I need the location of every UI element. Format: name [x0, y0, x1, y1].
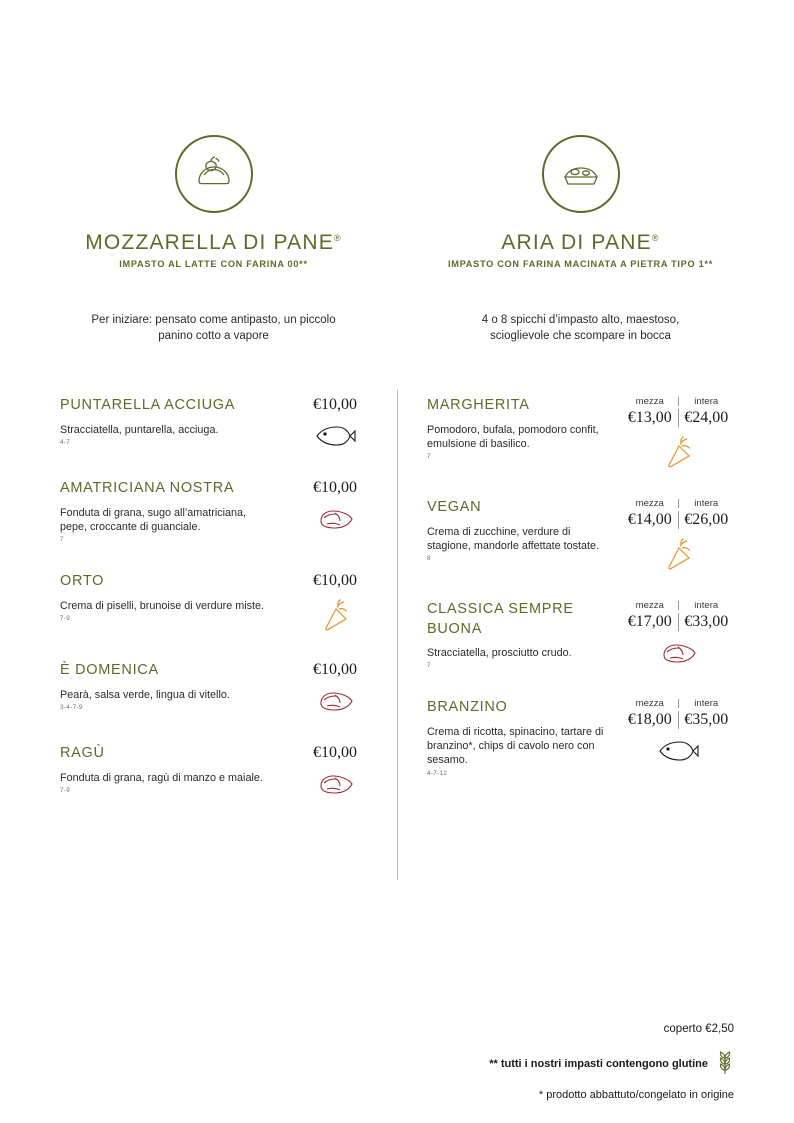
fish-icon: [313, 422, 357, 450]
section-mozzarella-di-pane: [0, 135, 397, 827]
price-headers: [622, 498, 734, 509]
menu-item[interactable]: [60, 396, 367, 450]
menu-item-allergens: 4-7: [60, 438, 71, 446]
menu-item-allergens: 8: [427, 555, 431, 563]
glutine-text: ** tutti i nostri impasti contengono glutine: [489, 1057, 708, 1070]
menu-item-main: [60, 572, 303, 622]
menu-item-description: Crema di zucchine, verdure di stagione, mandorle affettate tostate.: [427, 525, 600, 552]
menu-item-name: VEGAN: [427, 499, 482, 516]
menu-item-side: [303, 744, 367, 798]
menu-item-price: €10,00: [313, 744, 357, 762]
menu-item-main: [60, 661, 303, 711]
menu-item-icon-wrap: [622, 435, 734, 469]
section-description: Per iniziare: pensato come antipasto, un piccolo panino cotto a vapore: [91, 314, 336, 342]
price-header-half: mezza: [635, 498, 664, 510]
section-aria-di-pane: [397, 135, 794, 827]
price-header-half: mezza: [635, 396, 664, 408]
carrot-icon: [663, 537, 693, 571]
coperto-note: coperto €2,50: [663, 1023, 734, 1035]
menu-item-allergens: 7: [427, 662, 431, 670]
menu-columns: [0, 135, 794, 827]
menu-item-side: [303, 572, 367, 632]
menu-item-prices: [622, 511, 734, 529]
menu-item-price-full: €33,00: [684, 613, 729, 631]
menu-item[interactable]: [427, 698, 734, 776]
menu-item-icon-wrap: [303, 770, 367, 798]
registered-mark: ®: [333, 233, 342, 243]
menu-item-icon-wrap: [303, 422, 367, 450]
section-description: 4 o 8 spicchi d’impasto alto, maestoso, scioglievole che scompare in bocca: [481, 314, 680, 342]
menu-item-price: €10,00: [313, 572, 357, 590]
menu-item-icon-wrap: [303, 687, 367, 715]
pork-icon: [315, 687, 355, 715]
menu-item-allergens: 7-9: [60, 614, 71, 622]
menu-item[interactable]: [60, 744, 367, 798]
menu-item-description: Stracciatella, prosciutto crudo.: [427, 647, 572, 660]
menu-item-price-full: €35,00: [684, 711, 729, 729]
menu-item[interactable]: [427, 498, 734, 571]
menu-item-description: Crema di piselli, brunoise di verdure miste.: [60, 599, 265, 612]
menu-item-price-half: €13,00: [627, 409, 672, 427]
section-title-text: ARIA DI PANE: [501, 231, 652, 254]
menu-item-description: Pomodoro, bufala, pomodoro confit, emulsione di basilico.: [427, 423, 599, 450]
menu-item-allergens: 7: [427, 453, 431, 461]
price-header-full: intera: [694, 600, 719, 612]
menu-item-side: [303, 479, 367, 533]
price-header-full: intera: [694, 698, 719, 710]
menu-item[interactable]: [427, 600, 734, 669]
menu-item-description: Pearà, salsa verde, lingua di vitello.: [60, 688, 230, 701]
menu-item-icon-wrap: [303, 598, 367, 632]
section-emblem-wrap: [60, 135, 367, 213]
menu-item-prices: [622, 613, 734, 631]
menu-item-main: [427, 600, 622, 669]
carrot-icon: [663, 435, 693, 469]
carrot-icon: [320, 598, 350, 632]
menu-items-left: [60, 396, 367, 798]
menu-item-side: [622, 698, 734, 765]
price-header-full: intera: [694, 498, 719, 510]
menu-item-prices: [622, 711, 734, 729]
menu-item-price-full: €24,00: [684, 409, 729, 427]
menu-item-main: [60, 396, 303, 446]
menu-item-price-half: €14,00: [627, 511, 672, 529]
price-headers: [622, 698, 734, 709]
footer: [489, 1023, 734, 1101]
menu-item-description: Crema di ricotta, spinacino, tartare di branzino*, chips di cavolo nero con sesamo.: [427, 725, 604, 767]
menu-item-icon-wrap: [622, 537, 734, 571]
price-header-full: intera: [694, 396, 719, 408]
menu-item-price: €10,00: [313, 661, 357, 679]
menu-item-allergens: 7-9: [60, 786, 71, 794]
section-subtitle: IMPASTO AL LATTE CON FARINA 00**: [119, 259, 308, 269]
registered-mark: ®: [651, 233, 660, 243]
menu-item-side: [622, 600, 734, 667]
menu-item-prices: [622, 409, 734, 427]
section-title-text: MOZZARELLA DI PANE: [85, 231, 334, 254]
menu-item-name: È DOMENICA: [60, 662, 159, 679]
menu-item-side: [303, 661, 367, 715]
pork-icon: [658, 639, 698, 667]
menu-item-main: [427, 698, 622, 776]
menu-item-icon-wrap: [622, 737, 734, 765]
menu-item-description: Stracciatella, puntarella, acciuga.: [60, 423, 219, 436]
glutine-note: [489, 1049, 734, 1078]
pork-icon: [315, 505, 355, 533]
menu-item-price: €10,00: [313, 396, 357, 414]
menu-item-name: ORTO: [60, 573, 105, 590]
abbattuto-note: * prodotto abbattuto/congelato in origine: [538, 1089, 734, 1101]
menu-item-name: CLASSICA SEMPRE BUONA: [427, 601, 574, 637]
menu-item[interactable]: [60, 661, 367, 715]
menu-item-allergens: 4-7-12: [427, 769, 448, 777]
wheat-icon: [716, 1049, 734, 1078]
section-title: [60, 231, 367, 255]
section-subtitle: IMPASTO CON FARINA MACINATA A PIETRA TIPO 1**: [448, 259, 713, 269]
menu-item-icon-wrap: [622, 639, 734, 667]
menu-item-allergens: 3-4-7-9: [60, 703, 83, 711]
menu-item-main: [60, 744, 303, 794]
menu-item-side: [303, 396, 367, 450]
menu-item-description: Fonduta di grana, sugo all’amatriciana, pepe, croccante di guanciale.: [60, 506, 247, 533]
menu-item[interactable]: [427, 396, 734, 469]
menu-item-main: [427, 396, 622, 460]
menu-item[interactable]: [60, 572, 367, 632]
menu-item-price-half: €18,00: [627, 711, 672, 729]
menu-item-side: [622, 396, 734, 469]
menu-item-name: RAGÙ: [60, 745, 105, 762]
menu-item-name: MARGHERITA: [427, 397, 530, 414]
menu-item-name: BRANZINO: [427, 699, 508, 716]
section-emblem-wrap: [427, 135, 734, 213]
menu-item-main: [60, 479, 303, 543]
menu-item-main: [427, 498, 622, 562]
menu-item-name: PUNTARELLA ACCIUGA: [60, 397, 236, 414]
price-header-half: mezza: [635, 600, 664, 612]
bread-slice-icon: [542, 135, 620, 213]
section-title: [427, 231, 734, 255]
mozzarella-bun-icon: [175, 135, 253, 213]
menu-item-description: Fonduta di grana, ragù di manzo e maiale.: [60, 771, 263, 784]
menu-item-price: €10,00: [313, 479, 357, 497]
price-headers: [622, 396, 734, 407]
menu-items-right: [427, 396, 734, 777]
menu-item-name: AMATRICIANA NOSTRA: [60, 480, 235, 497]
price-headers: [622, 600, 734, 611]
menu-item-allergens: 7: [60, 536, 64, 544]
menu-item-icon-wrap: [303, 505, 367, 533]
fish-icon: [656, 737, 700, 765]
pork-icon: [315, 770, 355, 798]
menu-item-price-half: €17,00: [627, 613, 672, 631]
price-header-half: mezza: [635, 698, 664, 710]
menu-item-price-full: €26,00: [684, 511, 729, 529]
menu-item[interactable]: [60, 479, 367, 543]
menu-item-side: [622, 498, 734, 571]
